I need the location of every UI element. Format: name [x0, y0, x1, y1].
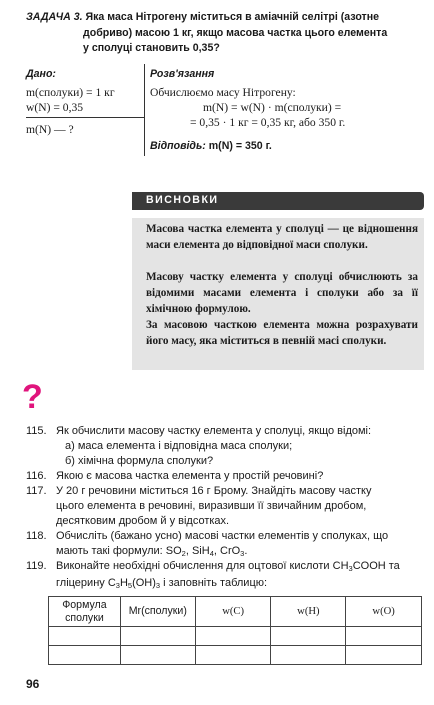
table-cell[interactable]: [49, 627, 121, 646]
table-cell[interactable]: [120, 646, 195, 665]
solution-line-3: = 0,35 · 1 кг = 0,35 кг, або 350 г.: [190, 116, 346, 129]
table-cell[interactable]: [346, 646, 422, 665]
question-119: 119. Виконайте необхідні обчислення для оцтової кислоти $CH_3COOH$ та гліцерину $C_3H_5(OH)_3$ і заповніть таблицю:: [26, 560, 400, 590]
table-cell[interactable]: [271, 646, 346, 665]
answer-label: Відповідь:: [150, 140, 206, 152]
conclusion-paragraph-2: Масову частку елемента у сполуці обчислюють за відомими масами елемента і сполуки або за її хімічною формулою.: [146, 271, 418, 315]
table-cell[interactable]: [195, 646, 271, 665]
table-header-wh: w(H): [271, 597, 346, 627]
question-115-a: а) маса елемента і відповідна маса сполуки;: [65, 440, 293, 452]
question-mark-icon: ?: [22, 378, 43, 416]
conclusion-paragraph-1: Масова частка елемента у сполуці — це відношення маси елемента до відповідної маси сполуки.: [146, 223, 418, 251]
answer-table: [48, 596, 422, 665]
table-header-formula: Формула сполуки: [49, 597, 121, 627]
page-number: 96: [26, 677, 40, 691]
table-header-row: [49, 597, 422, 627]
solution-line-1: Обчислюємо масу Нітрогену:: [150, 86, 296, 99]
given-divider-horizontal: [26, 117, 144, 118]
task-line-3: у сполуці становить 0,35?: [83, 42, 220, 54]
table-header-mr: Mr(сполуки): [120, 597, 195, 627]
conclusion-paragraph-3: За масовою часткою елемента можна розрахувати його масу, яка міститься в певній масі сполуки.: [146, 319, 418, 347]
given-divider-vertical: [144, 64, 145, 156]
table-row: [49, 646, 422, 665]
conclusions-title: ВИСНОВКИ: [146, 194, 219, 206]
task-statement: [26, 10, 422, 57]
table-cell[interactable]: [195, 627, 271, 646]
table-cell[interactable]: [120, 627, 195, 646]
task-label: ЗАДАЧА 3.: [26, 11, 83, 23]
given-fraction: w(N) = 0,35: [26, 101, 84, 114]
given-header: Дано:: [26, 68, 56, 80]
answer-value: m(N) = 350 г.: [208, 140, 272, 152]
solution-line-2: m(N) = w(N) · m(сполуки) =: [203, 101, 342, 114]
question-117: 117. У 20 г речовини міститься 16 г Брому. Знайдіть масову частку цього елемента в речовині, виразивши її звичайним дробом, десятковим дробом й у відсотках.: [26, 485, 372, 527]
question-115: 115. Як обчислити масову частку елемента у сполуці, якщо відомі: а) маса елемента і відповідна маса сполуки; б) хімічна формула сполуки?: [26, 424, 426, 469]
table-header-wc: w(C): [195, 597, 271, 627]
given-find: m(N) — ?: [26, 123, 74, 136]
table-row: [49, 627, 422, 646]
given-mass: m(сполуки) = 1 кг: [26, 86, 115, 99]
question-118: 118. Обчисліть (бажано усно) масові частки елементів у сполуках, що мають такі формули: $SO_2$, SiH$_4$, CrO$_3$.: [26, 530, 389, 558]
answer: [150, 140, 272, 152]
task-line-2: добриво) масою 1 кг, якщо масова частка цього елемента: [83, 26, 388, 39]
table-cell[interactable]: [49, 646, 121, 665]
question-116: 116. Якою є масова частка елемента у простій речовині?: [26, 470, 324, 482]
table-cell[interactable]: [346, 627, 422, 646]
task-line-1: Яка маса Нітрогену міститься в аміачній селітрі (азотне: [85, 11, 380, 23]
table-header-wo: w(O): [346, 597, 422, 627]
question-115-b: б) хімічна формула сполуки?: [65, 455, 214, 467]
table-cell[interactable]: [271, 627, 346, 646]
solution-header: Розв'язання: [150, 68, 215, 80]
